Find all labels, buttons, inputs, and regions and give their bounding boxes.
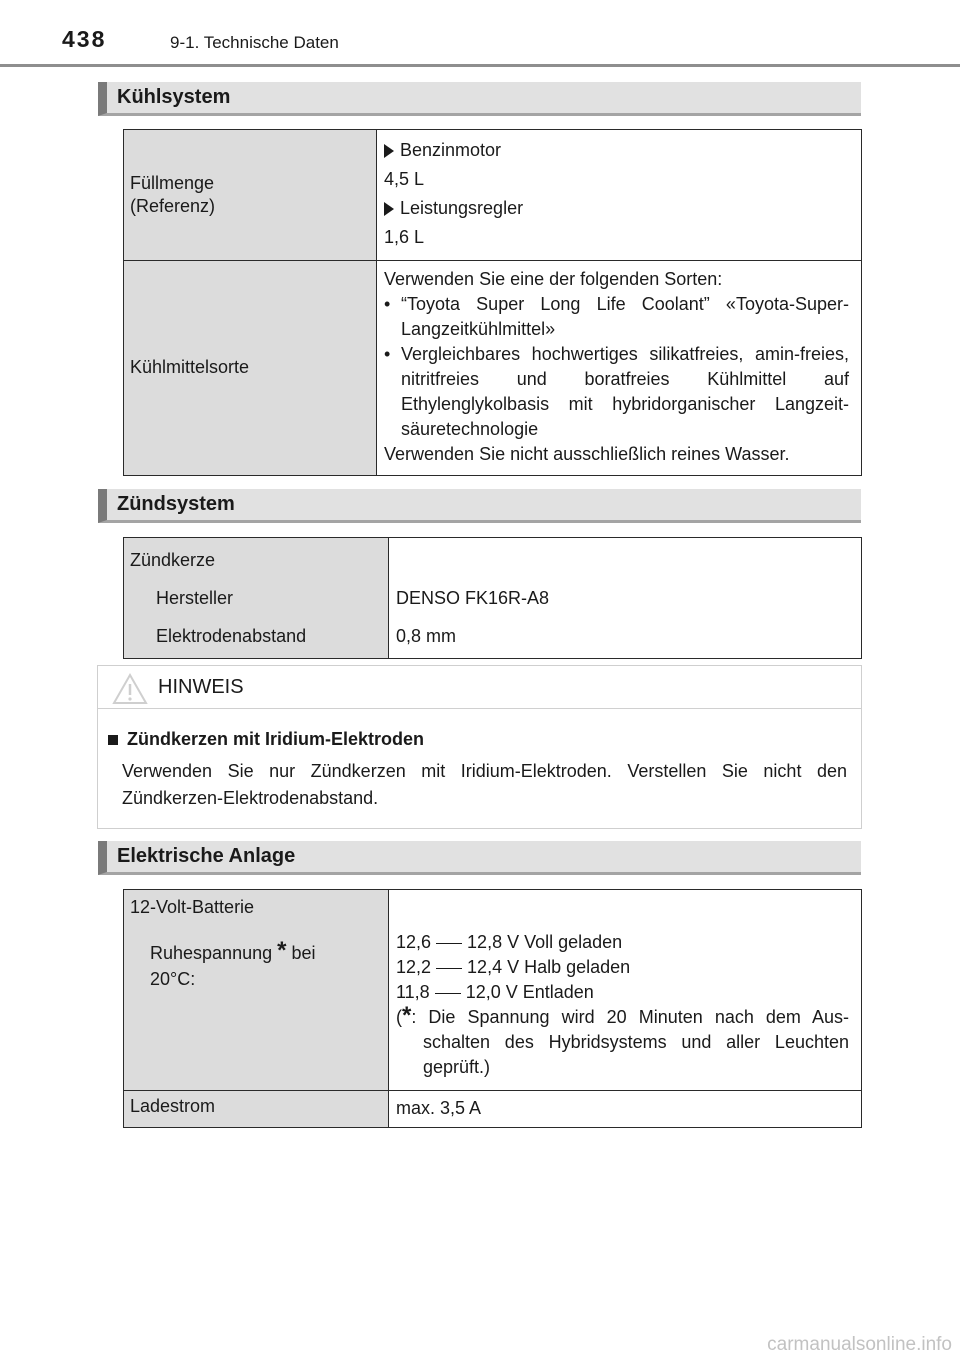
notice-subtitle: Zündkerzen mit Iridium-Elektroden xyxy=(127,729,425,749)
notice-title: HINWEIS xyxy=(158,676,244,698)
gap-value: 0,8 mm xyxy=(396,626,457,646)
voltage-row-half: 12,2 12,4 V Halb geladen xyxy=(396,957,631,977)
header-rule xyxy=(0,64,960,67)
fill-label-line1: Füllmenge xyxy=(130,173,215,193)
fill-label-line2: (Referenz) xyxy=(130,196,216,216)
battery-label-cell xyxy=(124,890,389,1091)
notice-text: Verwenden Sie nur Zündkerzen mit Iridium-Elektroden. Verstellen Sie nicht den Zündkerzen-Elektrodenabstand. xyxy=(122,761,847,808)
table-row xyxy=(124,538,862,659)
table-row xyxy=(124,1091,862,1128)
electrical-table xyxy=(123,889,862,1128)
section-electrical-header xyxy=(98,841,861,875)
rest-voltage-label: Ruhespannung * bei 20°C: xyxy=(150,937,316,989)
spark-plug-label: Zündkerze xyxy=(130,550,216,570)
engine-item xyxy=(384,136,849,165)
engine-value: 4,5 L xyxy=(384,169,425,189)
notice-subtitle-row xyxy=(108,729,847,750)
maker-label: Hersteller xyxy=(156,588,234,608)
arrow-right-icon xyxy=(384,144,394,158)
cooling-table xyxy=(123,129,862,476)
coolant-intro: Verwenden Sie eine der folgenden Sorten: xyxy=(384,269,723,289)
coolant-bullet-2: • Vergleichbares hochwertiges silikatfreies, amin-freies, nitritfreies und boratfreies Kühlmittel auf Ethylenglykolbasis mit hybridorganischer Langzeit-säuretechnologie xyxy=(384,342,849,442)
battery-label: 12-Volt-Batterie xyxy=(130,897,255,917)
fill-quantity-label xyxy=(124,130,377,261)
battery-value-cell xyxy=(389,890,862,1091)
voltage-row-full: 12,6 12,8 V Voll geladen xyxy=(396,932,623,952)
page-number: 438 xyxy=(62,26,107,52)
ignition-table xyxy=(123,537,862,659)
asterisk-marker: * xyxy=(277,937,287,964)
watermark: carmanualsonline.info xyxy=(767,1334,952,1355)
section-ignition-header xyxy=(98,489,861,523)
maker-value: DENSO FK16R-A8 xyxy=(396,588,550,608)
inverter-value: 1,6 L xyxy=(384,227,425,247)
section-electrical-title: Elektrische Anlage xyxy=(117,845,296,867)
section-cooling-title: Kühlsystem xyxy=(117,86,231,108)
section-ignition-title: Zündsystem xyxy=(117,493,235,515)
table-row xyxy=(124,130,862,261)
table-row xyxy=(124,261,862,476)
fill-quantity-value xyxy=(377,130,862,261)
charge-current-value: max. 3,5 A xyxy=(389,1091,862,1128)
section-cooling-header xyxy=(98,82,861,116)
inverter-item xyxy=(384,194,849,223)
coolant-type-label-cell xyxy=(124,261,377,476)
gap-label: Elektrodenabstand xyxy=(156,626,307,646)
voltage-row-empty: 11,8 12,0 V Entladen xyxy=(396,982,594,1002)
voltage-footnote: (*: Die Spannung wird 20 Minuten nach dem Aus-schalten des Hybridsystems und aller Leuchten geprüft.) xyxy=(396,1002,849,1077)
engine-label: Benzinmotor xyxy=(400,140,502,160)
spark-plug-label-cell xyxy=(124,538,389,659)
inverter-label: Leistungsregler xyxy=(400,198,524,218)
coolant-type-value xyxy=(377,261,862,476)
notice-box xyxy=(97,665,862,829)
table-row xyxy=(124,890,862,1091)
notice-body xyxy=(98,709,861,812)
charge-current-label: Ladestrom xyxy=(124,1091,389,1128)
spark-plug-value-cell xyxy=(389,538,862,659)
notice-header xyxy=(98,666,861,709)
coolant-bullet-1: • “Toyota Super Long Life Coolant” «Toyota-Super-Langzeitkühlmittel» xyxy=(384,292,849,342)
chapter-title: 9-1. Technische Daten xyxy=(170,33,339,52)
square-bullet-icon xyxy=(108,735,118,745)
coolant-note: Verwenden Sie nicht ausschließlich reines Wasser. xyxy=(384,444,790,464)
warning-triangle-icon xyxy=(112,673,148,705)
coolant-type-label: Kühlmittelsorte xyxy=(130,356,250,377)
arrow-right-icon xyxy=(384,202,394,216)
